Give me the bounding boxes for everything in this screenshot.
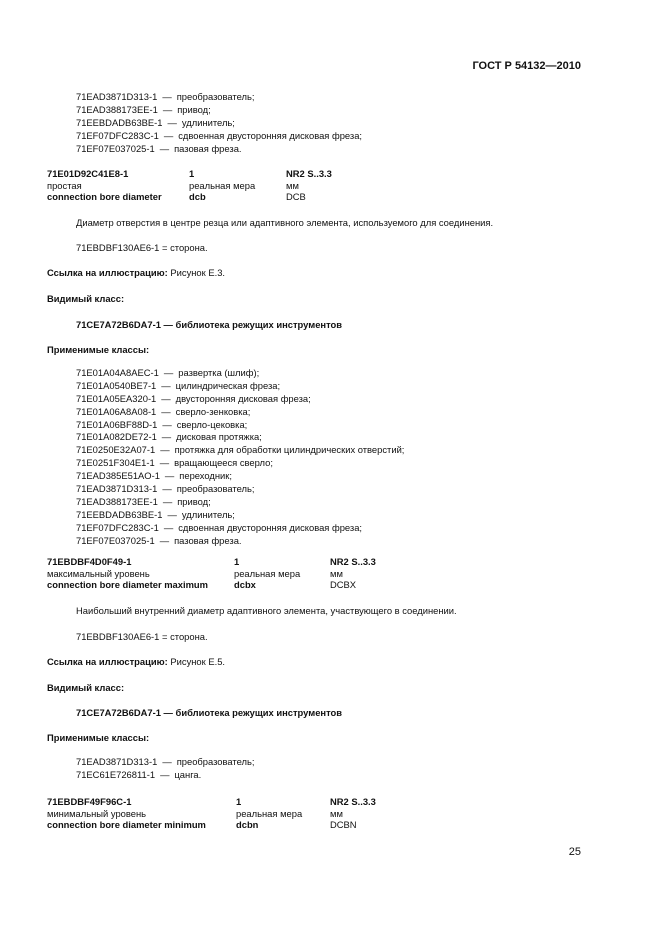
visible-class: 71CE7A72B6DA7-1 — библиотека режущих инструментов <box>76 707 343 718</box>
attribute-reference: NR2 S..3.3 <box>330 556 376 567</box>
attribute-version: 1 <box>189 168 195 179</box>
attribute-symbol: dcbx <box>234 579 256 590</box>
attribute-unit: мм <box>330 807 343 819</box>
class-name: преобразователь; <box>176 483 255 495</box>
attribute-level: минимальный уровень <box>47 807 147 819</box>
attribute-side: 71EBDBF130AE6-1 = сторона. <box>76 631 208 642</box>
separator-dash: — <box>162 495 173 507</box>
class-name: цанга. <box>174 768 202 780</box>
class-name: пазовая фреза. <box>174 142 242 154</box>
class-name: двусторонняя дисковая фреза; <box>175 392 311 404</box>
list-item <box>76 769 254 782</box>
class-code: 71EF07E037025-1 <box>76 534 155 546</box>
separator-dash: — <box>161 405 171 417</box>
separator-dash: — <box>159 142 170 154</box>
list-item <box>76 393 404 406</box>
attribute-description: Наибольший внутренний диаметр адаптивного элемента, участвующего в соединении. <box>76 605 457 616</box>
class-name: цилиндрическая фреза; <box>175 379 281 391</box>
visible-class-label: Видимый класс: <box>47 682 125 693</box>
class-name: сверло-зенковка; <box>175 405 251 417</box>
separator-dash: — <box>167 116 177 128</box>
class-code: 71EAD388173EE-1 <box>76 495 158 507</box>
page-number: 25 <box>568 846 581 858</box>
list-item <box>76 406 404 419</box>
attribute-unit: мм <box>330 567 343 579</box>
class-name: пазовая фреза. <box>174 534 242 546</box>
list-item <box>76 91 362 104</box>
class-code: 71E01A0540BE7-1 <box>76 379 157 391</box>
class-name: развертка (шлиф); <box>178 367 260 378</box>
list-item <box>76 457 404 470</box>
separator-dash: — <box>162 756 172 767</box>
class-code: 71E0251F304E1-1 <box>76 457 155 469</box>
list-item <box>76 431 404 444</box>
class-name: преобразователь; <box>176 756 255 767</box>
document-header: ГОСТ Р 54132—2010 <box>472 60 581 72</box>
list-item <box>76 483 404 496</box>
class-code: 71EF07E037025-1 <box>76 142 155 154</box>
list-item <box>76 444 404 457</box>
class-code: 71EC61E726811-1 <box>76 768 156 780</box>
attribute-name: connection bore diameter minimum <box>47 819 206 830</box>
applicable-classes-label: Применимые классы: <box>47 344 150 355</box>
list-item <box>76 470 404 483</box>
list-item <box>76 535 404 548</box>
attribute-block <box>47 556 376 591</box>
attribute-version: 1 <box>236 796 242 807</box>
class-name: привод; <box>177 103 211 115</box>
attribute-version: 1 <box>234 556 240 567</box>
separator-dash: — <box>159 534 170 546</box>
attribute-id: 71EBDBF4D0F49-1 <box>47 556 132 567</box>
attribute-symbol: dcbn <box>236 819 259 830</box>
class-name: дисковая протяжка; <box>176 431 262 443</box>
class-name: удлинитель; <box>181 508 235 520</box>
class-code: 71E01A04A8AEC-1 <box>76 367 159 378</box>
class-name: удлинитель; <box>181 116 235 128</box>
class-code: 71EF07DFC283C-1 <box>76 129 159 141</box>
attribute-description: Диаметр отверстия в центре резца или адаптивного элемента, используемого для соединения. <box>76 217 494 228</box>
separator-dash: — <box>162 418 172 430</box>
list-item <box>76 117 362 130</box>
list-item <box>76 143 362 156</box>
list-item <box>76 104 362 117</box>
class-name: привод; <box>177 495 211 507</box>
class-name: сверло-цековка; <box>176 418 248 430</box>
class-code: 71EAD3871D313-1 <box>76 756 158 767</box>
attribute-measure: реальная мера <box>236 807 303 819</box>
class-code: 71EEBDADB63BE-1 <box>76 116 163 128</box>
separator-dash: — <box>160 444 170 456</box>
applicable-classes-list <box>76 91 362 155</box>
class-code: 71EEBDADB63BE-1 <box>76 508 163 520</box>
attribute-id: 71EBDBF49F96C-1 <box>47 796 132 807</box>
separator-dash: — <box>164 470 175 482</box>
attribute-level: максимальный уровень <box>47 567 150 579</box>
class-code: 71EAD3871D313-1 <box>76 91 158 102</box>
separator-dash: — <box>160 768 170 780</box>
separator-dash: — <box>162 483 172 495</box>
class-name: вращающееся сверло; <box>174 457 273 469</box>
class-name: сдвоенная двусторонняя дисковая фреза; <box>178 521 363 533</box>
separator-dash: — <box>162 91 172 102</box>
list-item <box>76 419 404 432</box>
class-code: 71E01A06A8A08-1 <box>76 405 157 417</box>
visible-class-label: Видимый класс: <box>47 293 125 304</box>
attribute-block <box>47 796 376 831</box>
separator-dash: — <box>161 431 172 443</box>
attribute-id: 71E01D92C41E8-1 <box>47 168 129 179</box>
class-name: преобразователь; <box>176 91 255 102</box>
class-code: 71E0250E32A07-1 <box>76 444 156 456</box>
applicable-classes-label: Применимые классы: <box>47 732 150 743</box>
separator-dash: — <box>163 129 174 141</box>
applicable-classes-list <box>76 756 254 782</box>
list-item <box>76 509 404 522</box>
class-code: 71E01A05EA320-1 <box>76 392 157 404</box>
class-code: 71E01A06BF88D-1 <box>76 418 158 430</box>
separator-dash: — <box>163 521 174 533</box>
list-item <box>76 367 404 380</box>
attribute-side: 71EBDBF130AE6-1 = сторона. <box>76 242 208 253</box>
attribute-unit: мм <box>286 179 299 191</box>
list-item <box>76 522 404 535</box>
illustration-reference: Ссылка на иллюстрацию: Рисунок Е.5. <box>47 656 226 667</box>
class-name: сдвоенная двусторонняя дисковая фреза; <box>178 129 363 141</box>
class-name: протяжка для обработки цилиндрических отверстий; <box>174 444 405 456</box>
attribute-measure: реальная мера <box>189 179 256 191</box>
class-code: 71EF07DFC283C-1 <box>76 521 159 533</box>
attribute-code: DCB <box>286 191 306 202</box>
list-item <box>76 756 254 769</box>
list-item <box>76 130 362 143</box>
attribute-measure: реальная мера <box>234 567 301 579</box>
attribute-reference: NR2 S..3.3 <box>286 168 332 179</box>
class-name: переходник; <box>179 470 232 482</box>
illustration-reference: Ссылка на иллюстрацию: Рисунок Е.3. <box>47 267 226 278</box>
separator-dash: — <box>162 103 173 115</box>
applicable-classes-list <box>76 367 404 547</box>
separator-dash: — <box>167 508 177 520</box>
class-code: 71EAD388173EE-1 <box>76 103 158 115</box>
class-code: 71EAD385E51AO-1 <box>76 470 160 482</box>
class-code: 71EAD3871D313-1 <box>76 483 158 495</box>
visible-class: 71CE7A72B6DA7-1 — библиотека режущих инструментов <box>76 319 343 330</box>
class-code: 71E01A082DE72-1 <box>76 431 157 443</box>
attribute-block <box>47 168 332 203</box>
separator-dash: — <box>163 367 174 378</box>
attribute-reference: NR2 S..3.3 <box>330 796 376 807</box>
separator-dash: — <box>161 392 171 404</box>
attribute-name: connection bore diameter <box>47 191 162 202</box>
list-item <box>76 496 404 509</box>
attribute-level: простая <box>47 179 82 191</box>
list-item <box>76 380 404 393</box>
attribute-name: connection bore diameter maximum <box>47 579 208 590</box>
attribute-code: DCBN <box>330 819 357 830</box>
attribute-code: DCBX <box>330 579 357 590</box>
attribute-symbol: dcb <box>189 191 206 202</box>
separator-dash: — <box>161 379 171 391</box>
separator-dash: — <box>159 457 170 469</box>
